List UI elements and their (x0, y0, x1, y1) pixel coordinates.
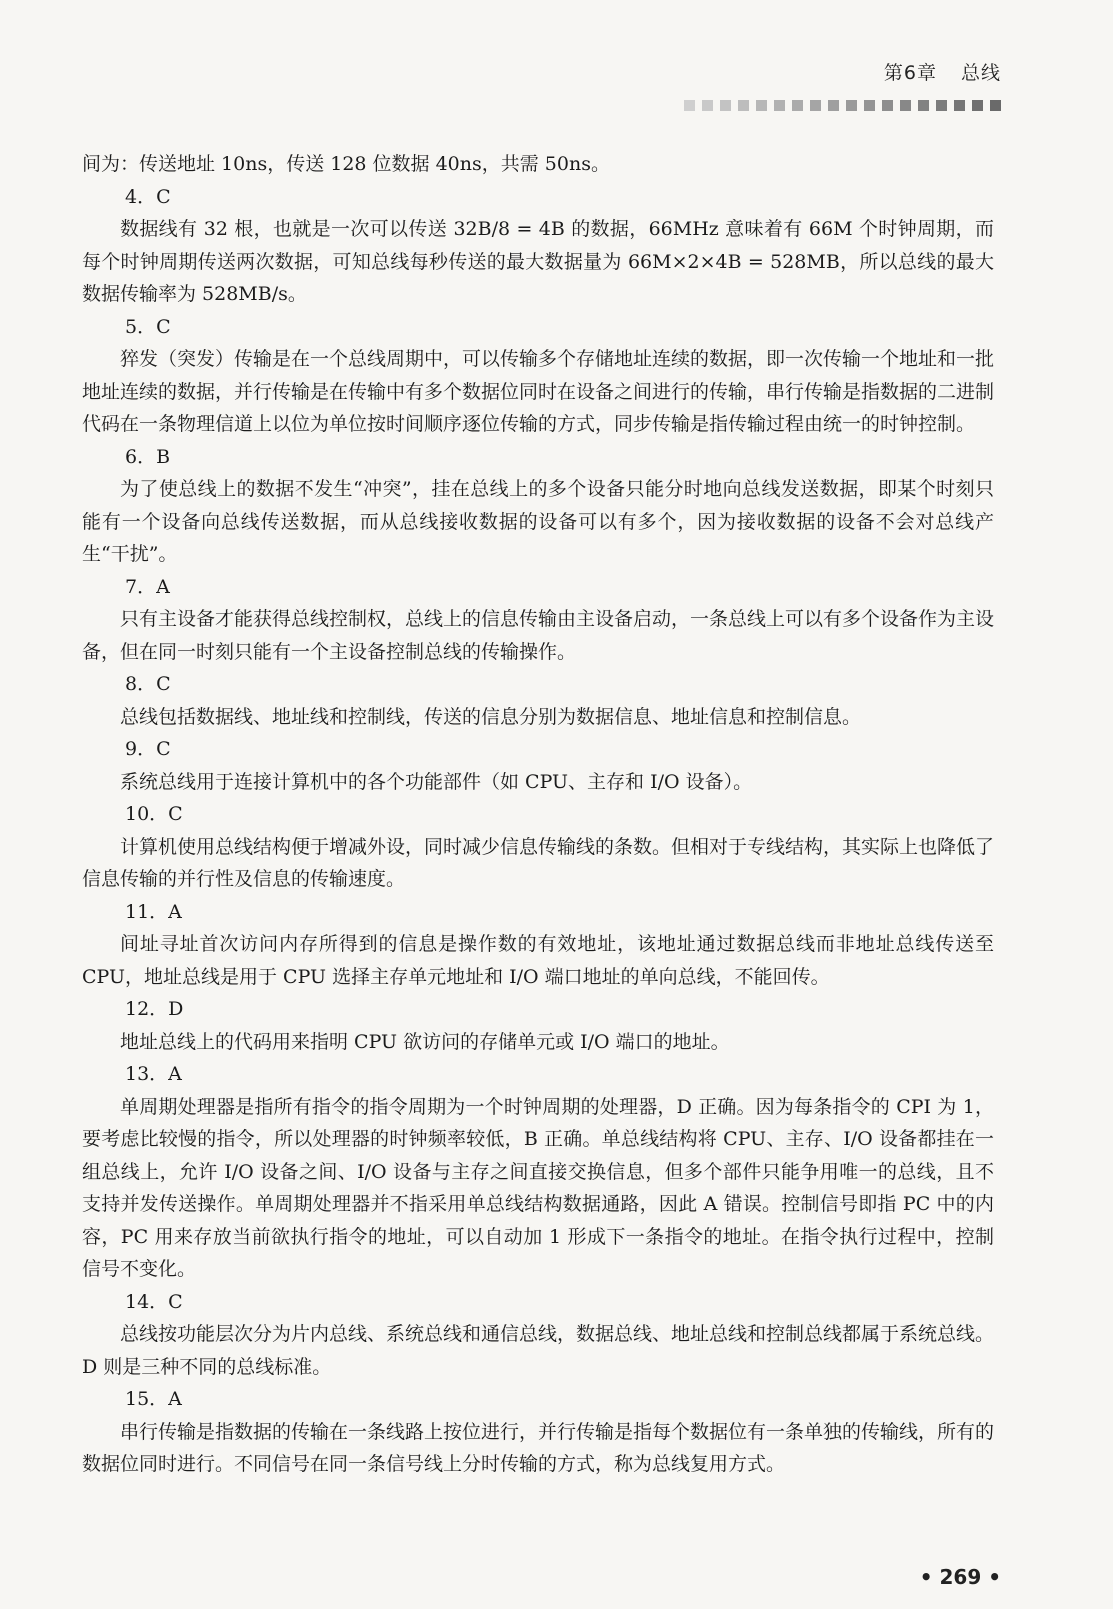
answer-number: 4．C (125, 185, 171, 208)
answer-number: 10．C (125, 803, 183, 825)
decorative-square (972, 100, 983, 111)
decorative-square (936, 100, 947, 111)
explanation-paragraph: 系统总线用于连接计算机中的各个功能部件（如 CPU、主存和 I/O 设备）。 (120, 770, 753, 793)
explanation-paragraph: 计算机使用总线结构便于增减外设，同时减少信息传输线的条数。但相对于专线结构，其实际上也降低了信息传输的并行性及信息的传输速度。 (82, 835, 995, 890)
answer-number: 11．A (125, 900, 182, 923)
decorative-square (738, 100, 749, 111)
explanation-paragraph: 间址寻址首次访问内存所得到的信息是操作数的有效地址，该地址通过数据总线而非地址总线传送至 CPU，地址总线是用于 CPU 选择主存单元地址和 I/O 端口地址的单向总线，不能回传。 (82, 933, 994, 988)
decorative-square (900, 100, 911, 111)
explanation-paragraph: 数据线有 32 根，也就是一次可以传送 32B/8 = 4B 的数据，66MHz 意味着有 66M 个时钟周期，而每个时钟周期传送两次数据，可知总线每秒传送的最大数据量为 66M×2×4B = 528MB，所以总线的最大数据传输率为 528MB/s。 (82, 218, 994, 305)
decorative-square (756, 100, 767, 111)
decorative-square (684, 100, 695, 111)
explanation-paragraph: 串行传输是指数据的传输在一条线路上按位进行，并行传输是指每个数据位有一条单独的传输线，所有的数据位同时进行。不同信号在同一条信号线上分时传输的方式，称为总线复用方式。 (82, 1420, 995, 1475)
decorative-square (846, 100, 857, 111)
answer-number: 14．C (125, 1290, 183, 1313)
chapter-number: 第6章 (883, 62, 937, 84)
decorative-square (954, 100, 965, 111)
decorative-square (774, 100, 785, 111)
decorative-square (810, 100, 821, 111)
decorative-square (792, 100, 803, 111)
decorative-square (882, 100, 893, 111)
page-number: • 269 • (919, 1565, 1001, 1589)
header-decoration (684, 100, 1001, 111)
answer-number: 6．B (125, 445, 171, 468)
running-header (884, 58, 1001, 85)
continued-text: 间为：传送地址 10ns，传送 128 位数据 40ns，共需 50ns。 (82, 153, 610, 175)
answer-number: 5．C (125, 315, 171, 338)
answer-number: 8．C (125, 673, 171, 695)
answer-number: 15．A (125, 1388, 182, 1410)
decorative-square (828, 100, 839, 111)
explanation-paragraph: 只有主设备才能获得总线控制权，总线上的信息传输由主设备启动，一条总线上可以有多个设备作为主设备，但在同一时刻只能有一个主设备控制总线的传输操作。 (82, 608, 995, 663)
decorative-square (990, 100, 1001, 111)
answer-number: 12．D (125, 998, 184, 1020)
page-body (82, 148, 994, 1481)
explanation-paragraph: 地址总线上的代码用来指明 CPU 欲访问的存储单元或 I/O 端口的地址。 (120, 1030, 730, 1053)
decorative-square (720, 100, 731, 111)
decorative-square (864, 100, 875, 111)
explanation-paragraph: 为了使总线上的数据不发生“冲突”，挂在总线上的多个设备只能分时地向总线发送数据，即某个时刻只能有一个设备向总线传送数据，而从总线接收数据的设备可以有多个，因为接收数据的设备不会对总线产生“干扰”。 (82, 478, 994, 565)
explanation-paragraph: 猝发（突发）传输是在一个总线周期中，可以传输多个存储地址连续的数据，即一次传输一个地址和一批地址连续的数据，并行传输是在传输中有多个数据位同时在设备之间进行的传输，串行传输是指数据的二进制代码在一条物理信道上以位为单位按时间顺序逐位传输的方式，同步传输是指传输过程由统一的时钟控制。 (82, 348, 995, 435)
decorative-square (918, 100, 929, 111)
answer-number: 7．A (125, 575, 170, 598)
chapter-title: 总线 (960, 62, 1001, 84)
explanation-paragraph: 单周期处理器是指所有指令的指令周期为一个时钟周期的处理器，D 正确。因为每条指令的 CPI 为 1，要考虑比较慢的指令，所以处理器的时钟频率较低，B 正确。单总线结构将 CPU、主存、I/O 设备都挂在一组总线上，允许 I/O 设备之间、I/O 设备与主存之间直接交换信息，但多个部件只能争用唯一的总线，且不支持并发传送操作。单周期处理器并不指采用单总线结构数据通路，因此 A 错误。控制信号即指 PC 中的内容，PC 用来存放当前欲执行指令的地址，可以自动加 1 形成下一条指令的地址。在指令执行过程中，控制信号不变化。 (82, 1095, 994, 1280)
decorative-square (702, 100, 713, 111)
explanation-paragraph: 总线包括数据线、地址线和控制线，传送的信息分别为数据信息、地址信息和控制信息。 (120, 705, 862, 728)
answer-number: 9．C (125, 738, 171, 760)
answer-number: 13．A (125, 1063, 182, 1085)
explanation-paragraph: 总线按功能层次分为片内总线、系统总线和通信总线，数据总线、地址总线和控制总线都属于系统总线。D 则是三种不同的总线标准。 (82, 1323, 995, 1378)
